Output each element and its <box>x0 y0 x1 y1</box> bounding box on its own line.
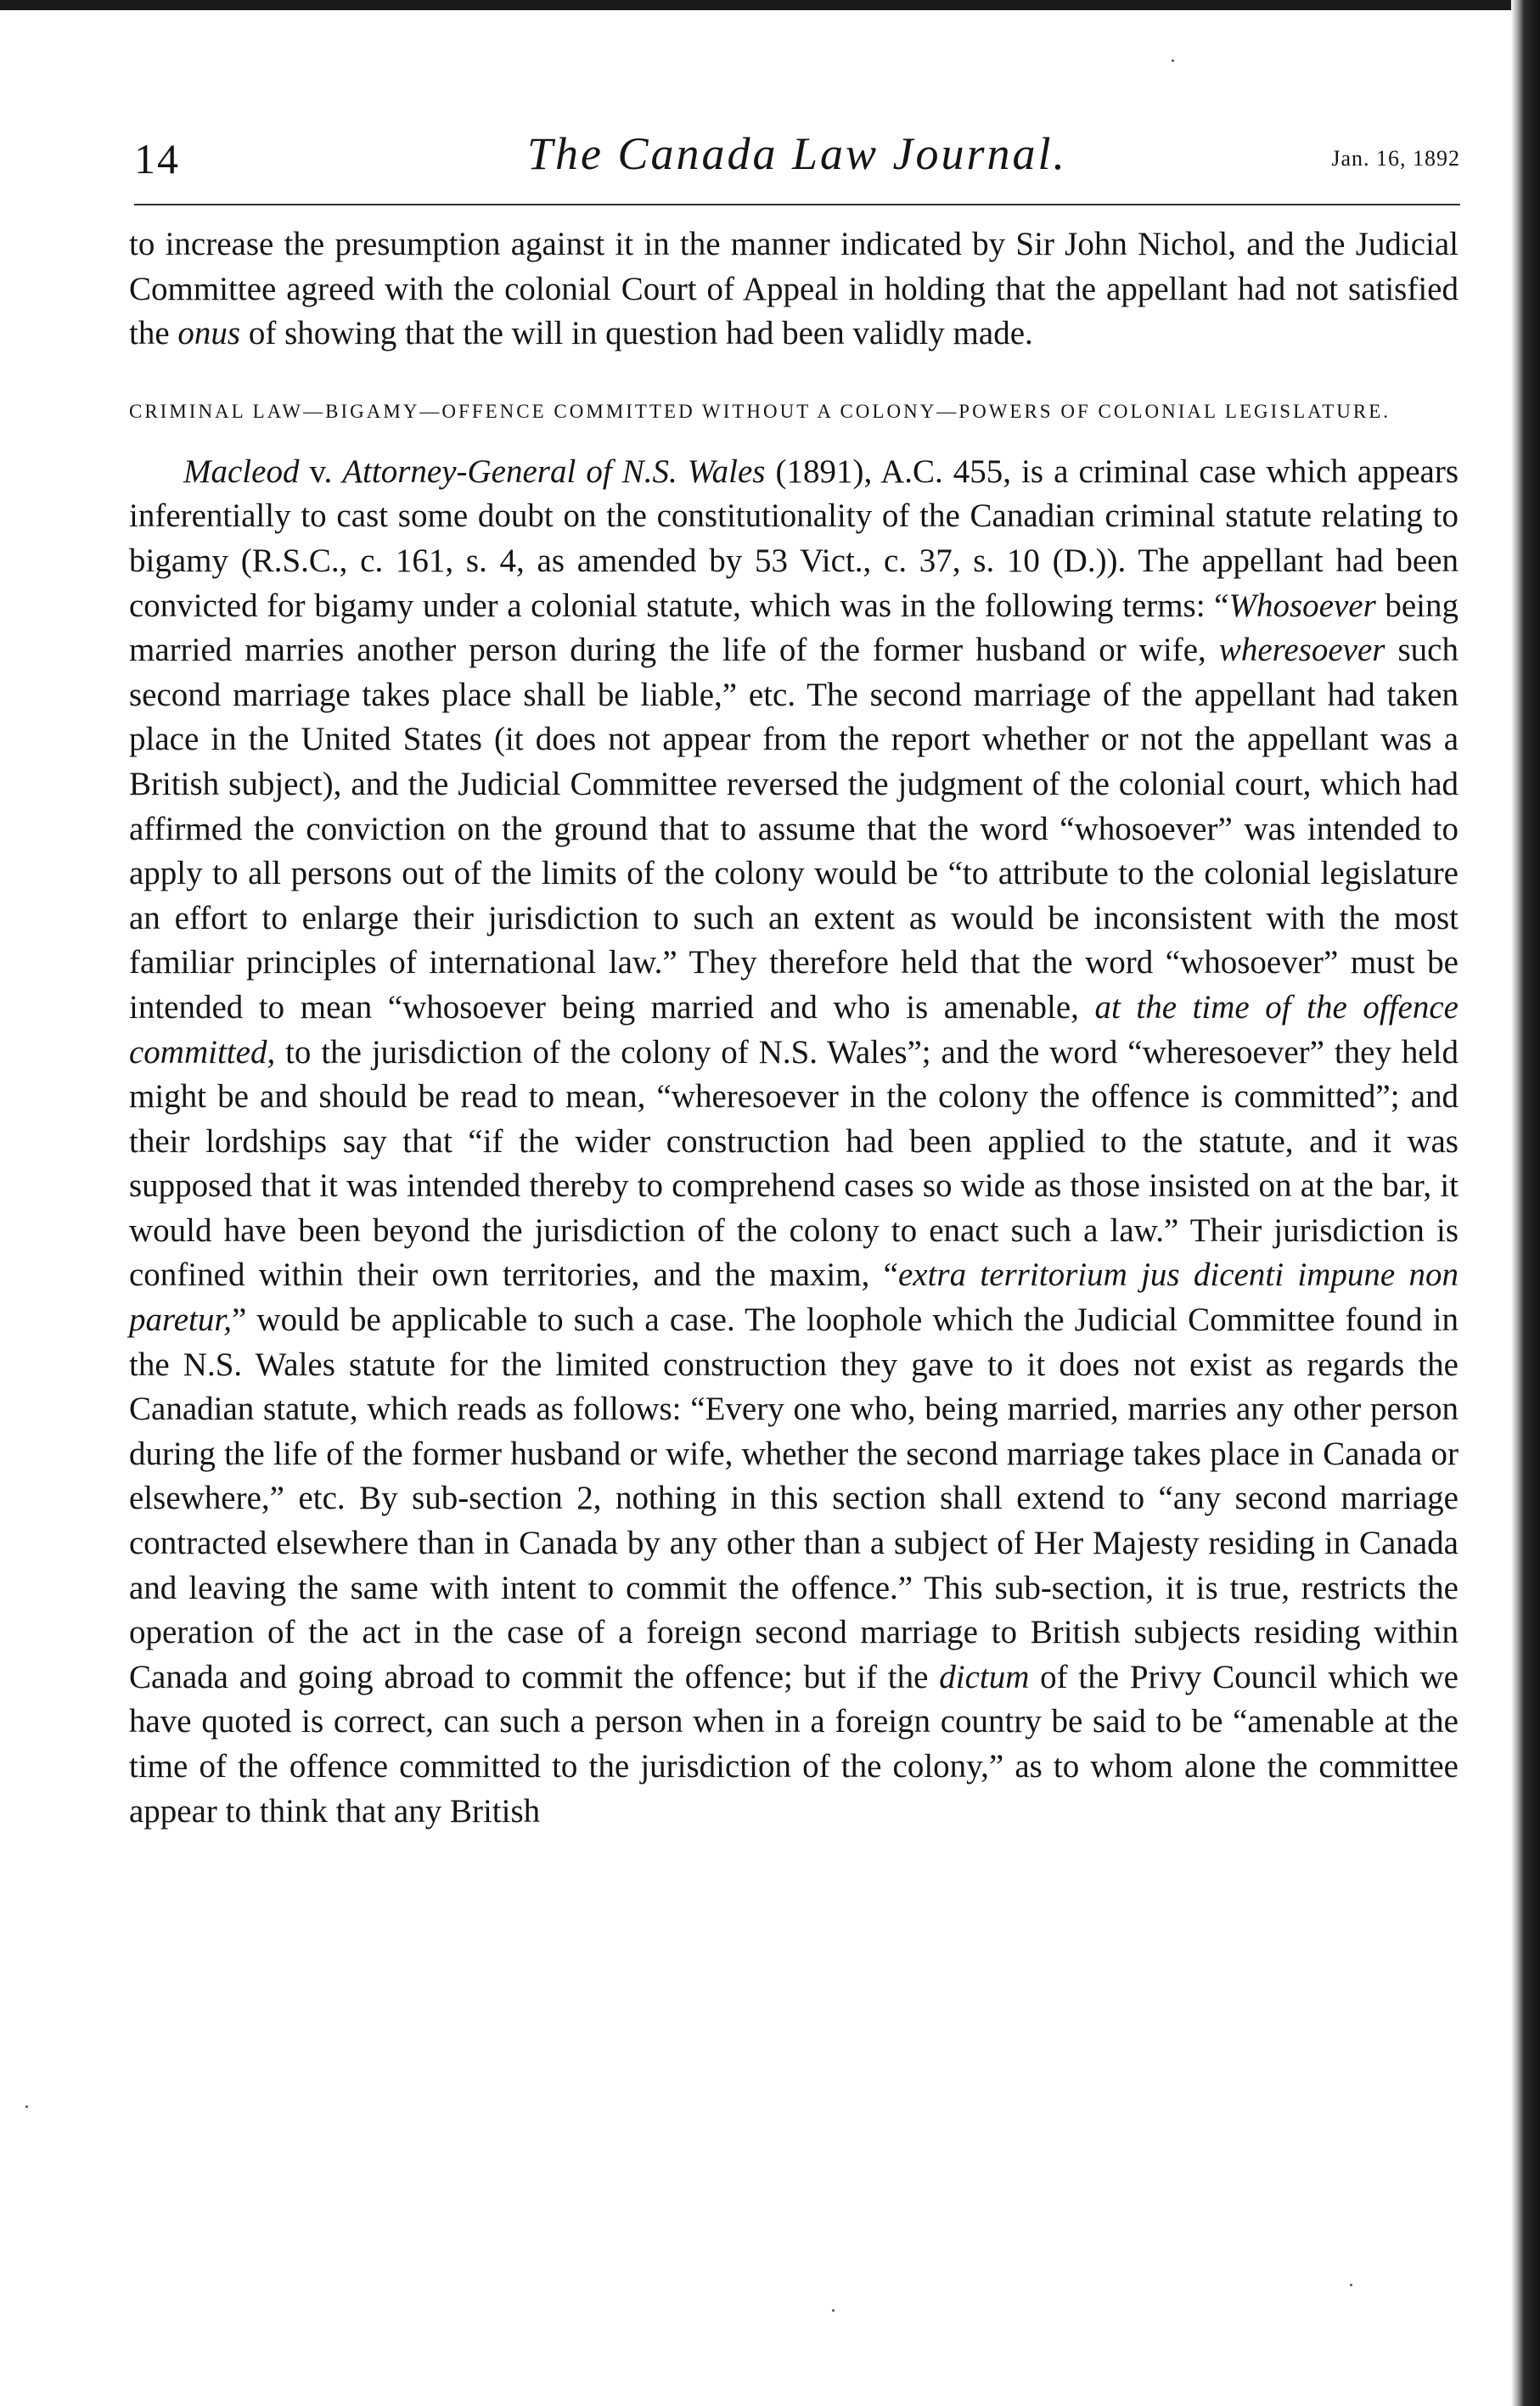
main-text-4: to the jurisdiction of the colony of N.S. Wales”; and the word “wheresoever” they held might be and should be read to mean, “wheresoever in the colony the offence is committed”; and their lordships say that “if the wider construction had been applied to the statute, and it was supposed that it was intended thereby to comprehend cases so wide as those insisted on at the bar, it would have been beyond the jurisdiction of the colony to enact such a law.” Their jurisdiction is confined within their own territories, and the maxim, “ <box>129 1033 1459 1294</box>
page-body <box>129 222 1459 1834</box>
intro-text-2: of showing that the will in question had been validly made. <box>240 315 1033 352</box>
case-name: Macleod <box>183 453 300 490</box>
scan-speck <box>832 2309 835 2312</box>
main-paragraph <box>129 450 1459 1834</box>
page-binding-edge <box>1511 0 1540 2406</box>
journal-title: The Canada Law Journal. <box>526 128 1068 179</box>
case-respondent: Attorney-General of N.S. Wales <box>342 453 766 490</box>
scan-speck <box>25 2105 28 2108</box>
intro-paragraph <box>129 222 1459 357</box>
section-heading-text: CRIMINAL LAW—BIGAMY—OFFENCE COMMITTED WITHOUT A COLONY—POWERS OF COLONIAL LEGISLATURE. <box>129 400 1391 422</box>
issue-date: Jan. 16, 1892 <box>1331 146 1460 171</box>
main-text-3: such second marriage takes place shall be liable,” etc. The second marriage of the appellant had taken place in the United States (it does not appear from the report whether or not the appellant was a British subject), and the Judicial Committee reversed the judgment of the colonial court, which had affirmed the conviction on the ground that to assume that the word “whosoever” was intended to apply to all persons out of the limits of the colony would be “to attribute to the colonial legislature an effort to enlarge their jurisdiction to such an extent as would be inconsistent with the most familiar principles of international law.” They therefore held that the word “whosoever” must be intended to mean “whosoever being married and who is amenable, <box>129 632 1459 1026</box>
scan-speck <box>1350 2284 1352 2286</box>
page-top-edge <box>0 0 1540 10</box>
scan-speck <box>1172 59 1174 62</box>
section-heading <box>129 396 1459 428</box>
term-whosoever: Whosoever <box>1228 587 1376 624</box>
intro-text-1: to increase the presumption against it in the manner indicated by Sir John Nichol, and the Judicial Committee agreed with the colonial Court of Appeal in holding that the appellant had not satisfied the <box>129 226 1459 352</box>
case-versus: v. <box>299 453 343 490</box>
phrase-at-the-time: at the time of the offence committed, <box>129 988 1459 1071</box>
term-dictum: dictum <box>939 1658 1030 1695</box>
main-text-6: of the Privy Council which we have quoted is correct, can such a person when in a foreign country be said to be “amenable at the time of the offence committed to the jurisdiction of the colony,” as to whom alone the committee appear to think that any British <box>129 1658 1459 1830</box>
main-text-5: ” would be applicable to such a case. The loophole which the Judicial Committee found in the N.S. Wales statute for the limited construction they gave to it does not exist as regards the Canadian statute, which reads as follows: “Every one who, being married, marries any other person during the life of the former husband or wife, whether the second marriage takes place in Canada or elsewhere,” etc. By sub-section 2, nothing in this section shall extend to “any second marriage contracted elsewhere than in Canada by any other than a subject of Her Majesty residing in Canada and leaving the same with intent to commit the offence.” This sub-section, it is true, restricts the operation of the act in the case of a foreign second marriage to British subjects residing within Canada and going abroad to commit the offence; but if the <box>129 1301 1459 1695</box>
main-text-1: (1891), A.C. 455, is a criminal case which appears inferentially to cast some doubt on the constitutionality of the Canadian criminal statute relating to bigamy (R.S.C., c. 161, s. 4, as amended by 53 Vict., c. 37, s. 10 (D.)). The appellant had been convicted for bigamy under a colonial statute, which was in the following terms: “ <box>129 453 1459 624</box>
page-number: 14 <box>134 135 180 183</box>
term-wheresoever: wheresoever <box>1218 632 1385 669</box>
intro-onus: onus <box>177 315 241 352</box>
latin-maxim: extra territorium jus dicenti impune non paretur, <box>129 1256 1459 1339</box>
header-rule <box>134 204 1460 205</box>
main-text-2: being married marries another person during the life of the former husband or wife, <box>129 587 1459 669</box>
page-header <box>134 127 1460 195</box>
